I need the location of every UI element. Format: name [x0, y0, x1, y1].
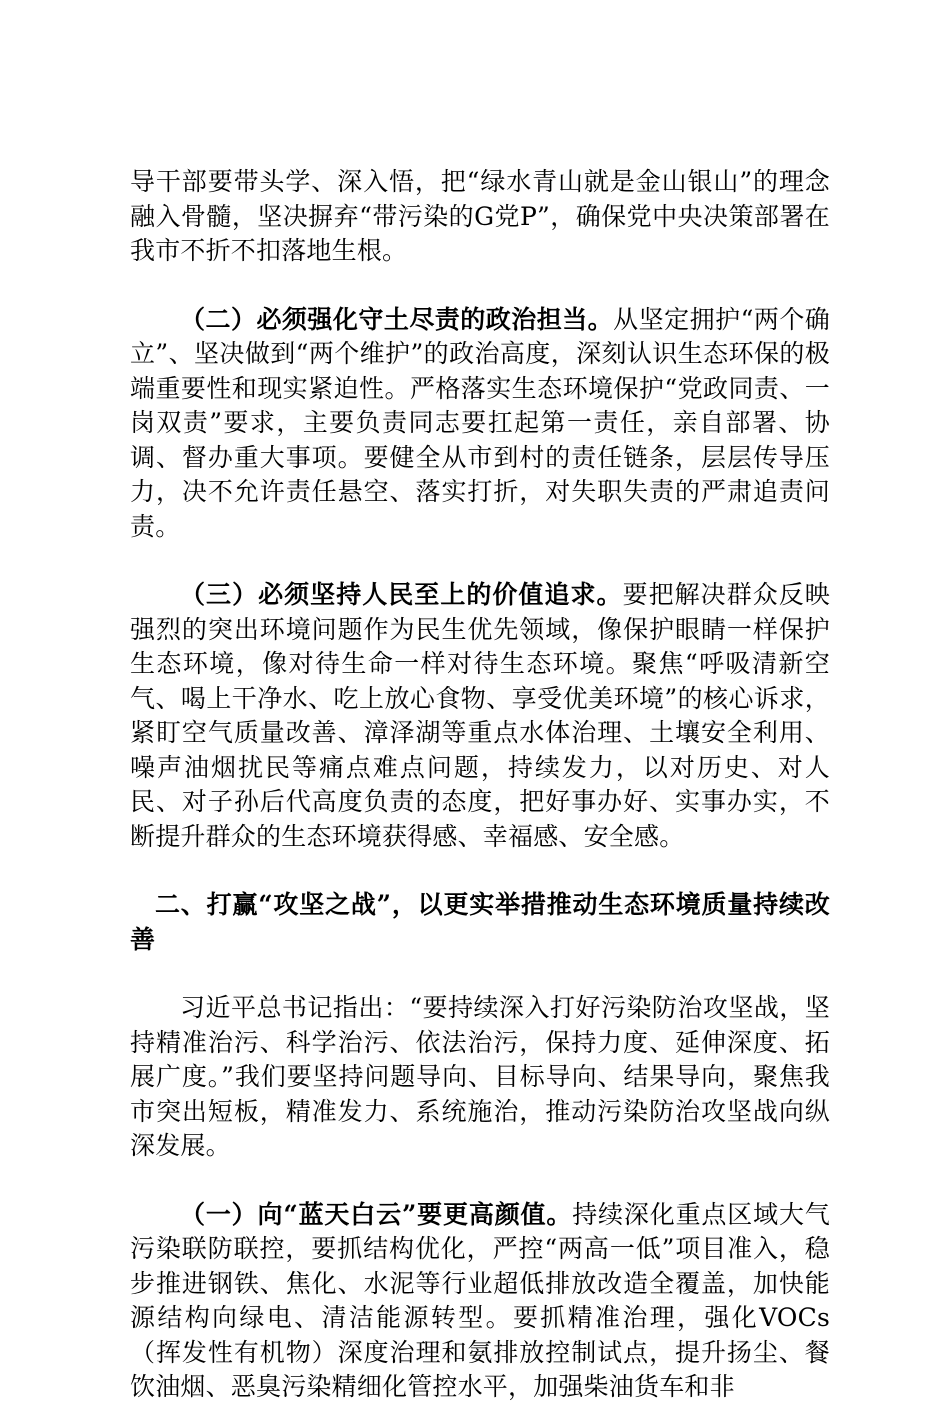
paragraph-lead-heading: （三）必须坚持人民至上的价值追求。 [180, 580, 623, 609]
paragraph-body: 持续深化重点区域大气污染联防联控，要抓结构优化，严控“两高一低”项目准入，稳步推进钢铁、焦化、水泥等行业超低排放改造全覆盖，加快能源结构向绿电、清洁能源转型。要抓精准治理，强化VOCs（挥发性有机物）深度治理和氨排放控制试点，提升扬尘、餐饮油烟、恶臭污染精细化管控水平，加强柴油货车和非 [130, 1199, 830, 1401]
paragraph-lead-heading: （一）向“蓝天白云”要更高颜值。 [180, 1199, 573, 1229]
paragraph-political-responsibility [130, 303, 830, 545]
paragraph-lead-heading: （二）必须强化守土尽责的政治担当。 [180, 304, 614, 334]
paragraph-body: 要把解决群众反映强烈的突出环境问题作为民生优先领域，像保护眼睛一样保护生态环境，像对待生命一样对待生态环境。聚焦“呼吸清新空气、喝上干净水、吃上放心食物、享受优美环境”的核心诉求，紧盯空气质量改善、漳泽湖等重点水体治理、土壤安全利用、噪声油烟扰民等痛点难点问题，持续发力，以对历史、对人民、对子孙后代高度负责的态度，把好事办好、实事办实，不断提升群众的生态环境获得感、幸福感、安全感。 [130, 580, 830, 851]
paragraph-people-first [130, 578, 830, 854]
document-page [130, 165, 830, 1405]
paragraph-continuation: 导干部要带头学、深入悟，把“绿水青山就是金山银山”的理念融入骨髓，坚决摒弃“带污染的G党P”，确保党中央决策部署在我市不折不扣落地生根。 [130, 167, 830, 265]
paragraph-blue-sky [130, 1198, 830, 1405]
paragraph-quote: 习近平总书记指出：“要持续深入打好污染防治攻坚战，坚持精准治污、科学治污、依法治污，保持力度、延伸深度、拓展广度。”我们要坚持问题导向、目标导向、结果导向，聚焦我市突出短板，精准发力、系统施治，推动污染防治攻坚战向纵深发展。 [130, 993, 830, 1160]
section-heading: 二、打赢“攻坚之战”，以更实举措推动生态环境质量持续改善 [130, 890, 830, 954]
paragraph-body: 从坚定拥护“两个确立”、坚决做到“两个维护”的政治高度，深刻认识生态环保的极端重要性和现实紧迫性。严格落实生态环境保护“党政同责、一岗双责”要求，主要负责同志要扛起第一责任，亲自部署、协调、督办重大事项。要健全从市到村的责任链条，层层传导压力，决不允许责任悬空、落实打折，对失职失责的严肃追责问责。 [130, 304, 830, 541]
